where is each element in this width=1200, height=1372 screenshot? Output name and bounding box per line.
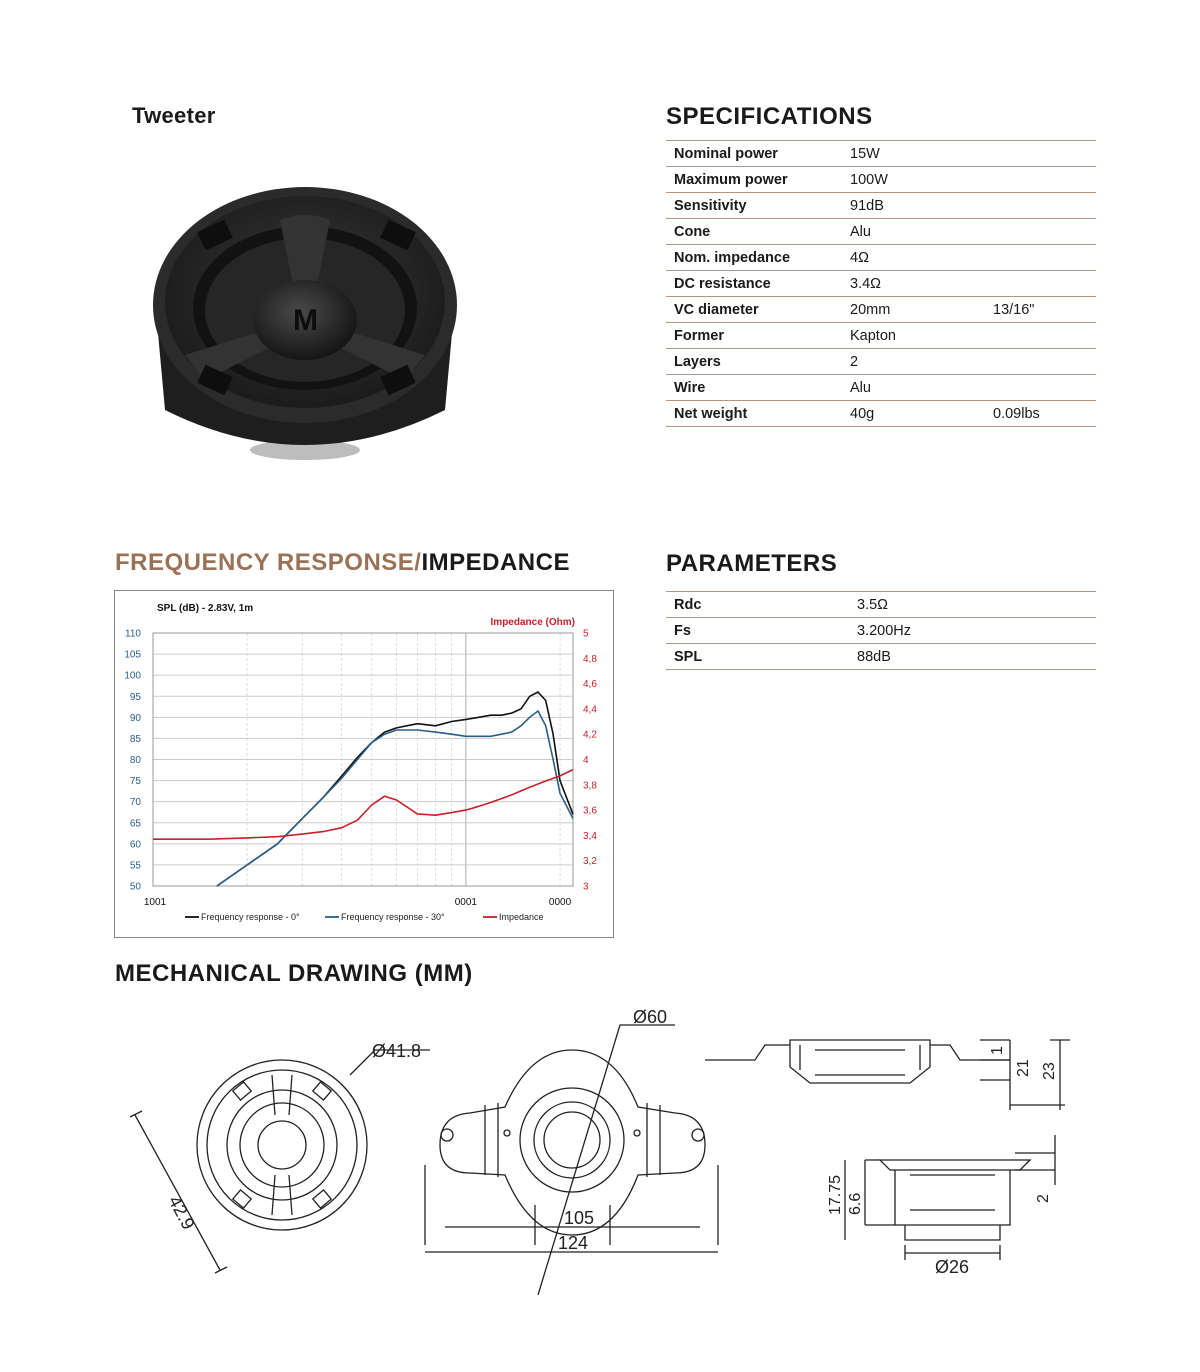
param-value: 88dB — [849, 644, 1096, 670]
frequency-title-part1: FREQUENCY RESPONSE/ — [115, 549, 422, 576]
spec-label: Wire — [666, 375, 842, 401]
spec-extra: 0.09lbs — [985, 401, 1096, 427]
param-label: Fs — [666, 618, 849, 644]
spec-label: DC resistance — [666, 271, 842, 297]
param-label: SPL — [666, 644, 849, 670]
y-tick-label: 65 — [129, 818, 141, 830]
spec-value: 3.4Ω — [842, 271, 985, 297]
y-tick-label: 75 — [129, 776, 141, 788]
param-value: 3.5Ω — [849, 592, 1096, 618]
table-row — [666, 245, 1096, 271]
spec-label: Maximum power — [666, 167, 842, 193]
y2-tick-label: 5 — [583, 628, 589, 640]
dim-1: 1 — [989, 1046, 1006, 1055]
y-tick-label: 85 — [129, 733, 141, 745]
table-row — [666, 297, 1096, 323]
spec-extra — [985, 167, 1096, 193]
legend-label: Frequency response - 30° — [341, 912, 445, 922]
spec-label: Former — [666, 323, 842, 349]
y-tick-label: 80 — [129, 755, 141, 766]
x-tick-label: 0000 — [548, 897, 572, 908]
spec-value: 91dB — [842, 193, 985, 219]
y2-tick-label: 3 — [583, 881, 589, 893]
y2-tick-label: 3,8 — [583, 780, 597, 792]
svg-text:M: M — [293, 304, 318, 337]
y-tick-label: 90 — [129, 712, 141, 724]
spec-value: Kapton — [842, 323, 985, 349]
spec-extra — [985, 271, 1096, 297]
y-tick-label: 105 — [124, 649, 141, 661]
y-tick-label: 50 — [129, 881, 141, 893]
dim-23: 23 — [1041, 1062, 1058, 1080]
x-tick-label: 0001 — [454, 897, 477, 908]
y2-tick-label: 4,2 — [583, 729, 597, 741]
tweeter-speaker-photo-icon — [145, 180, 465, 470]
spec-value: 15W — [842, 141, 985, 167]
spec-label: Nominal power — [666, 141, 842, 167]
chart-series — [153, 692, 573, 886]
chart-title: SPL (dB) - 2.83V, 1m — [157, 603, 254, 614]
x-tick-label: 1001 — [143, 897, 167, 908]
y2-tick-label: 4,6 — [583, 679, 597, 691]
table-row — [666, 167, 1096, 193]
frequency-title — [115, 549, 570, 577]
table-row — [666, 349, 1096, 375]
param-value: 3.200Hz — [849, 618, 1096, 644]
specifications-table — [666, 140, 1096, 427]
table-row — [666, 219, 1096, 245]
spec-label: Layers — [666, 349, 842, 375]
table-row — [666, 141, 1096, 167]
series-line — [217, 692, 573, 886]
bottom-view-drawing-icon — [845, 1135, 1055, 1260]
y-tick-label: 55 — [129, 860, 141, 872]
y-tick-label: 60 — [129, 839, 141, 851]
dim-105: 105 — [564, 1208, 595, 1228]
series-line — [217, 711, 573, 886]
chart-legend — [185, 912, 544, 922]
param-label: Rdc — [666, 592, 849, 618]
table-row — [666, 618, 1096, 644]
spec-label: Cone — [666, 219, 842, 245]
spec-label: Sensitivity — [666, 193, 842, 219]
legend-label: Frequency response - 0° — [201, 912, 300, 922]
spec-extra — [985, 219, 1096, 245]
dim-60: Ø60 — [633, 1007, 668, 1027]
spec-value: 4Ω — [842, 245, 985, 271]
dim-124: 124 — [558, 1233, 589, 1253]
mount-view-drawing-icon — [425, 1025, 718, 1295]
dim-26: Ø26 — [935, 1257, 970, 1277]
spec-extra — [985, 193, 1096, 219]
chart-grid — [153, 633, 573, 886]
dim-6-6: 6.6 — [847, 1192, 864, 1215]
dim-17-75: 17.75 — [827, 1174, 844, 1215]
y-tick-label: 95 — [129, 691, 141, 703]
mechanical-title: MECHANICAL DRAWING (MM) — [115, 960, 473, 987]
spec-extra: 13/16" — [985, 297, 1096, 323]
y2-tick-label: 4,8 — [583, 653, 597, 665]
mechanical-drawing — [110, 995, 1110, 1295]
parameters-table — [666, 591, 1096, 670]
dim-21: 21 — [1015, 1059, 1032, 1077]
spec-value: 2 — [842, 349, 985, 375]
legend-label: Impedance — [499, 912, 544, 922]
tweeter-title: Tweeter — [132, 103, 216, 128]
spec-value: 40g — [842, 401, 985, 427]
spec-value: Alu — [842, 219, 985, 245]
y2-tick-label: 3,4 — [583, 830, 597, 842]
spec-label: Nom. impedance — [666, 245, 842, 271]
table-row — [666, 193, 1096, 219]
table-row — [666, 401, 1096, 427]
spec-label: VC diameter — [666, 297, 842, 323]
spec-extra — [985, 245, 1096, 271]
spec-value: 100W — [842, 167, 985, 193]
y2-tick-label: 4,4 — [583, 704, 597, 716]
chart-ticks — [124, 629, 597, 909]
frequency-response-chart — [115, 591, 613, 937]
spec-value: 20mm — [842, 297, 985, 323]
y2-tick-label: 4 — [583, 755, 589, 766]
dim-42-9: 42.9 — [164, 1192, 199, 1233]
front-view-drawing-icon — [130, 1050, 430, 1273]
spec-extra — [985, 323, 1096, 349]
frequency-chart-box — [114, 590, 614, 938]
spec-extra — [985, 375, 1096, 401]
series-line — [153, 770, 573, 840]
table-row — [666, 323, 1096, 349]
y-tick-label: 110 — [125, 628, 141, 640]
parameters-title: PARAMETERS — [666, 550, 838, 577]
spec-value: Alu — [842, 375, 985, 401]
y2-tick-label: 3,2 — [583, 856, 597, 868]
y-tick-label: 100 — [124, 670, 141, 682]
frequency-title-part2: IMPEDANCE — [421, 549, 570, 576]
spec-label: Net weight — [666, 401, 842, 427]
y-tick-label: 70 — [129, 797, 141, 809]
spec-extra — [985, 141, 1096, 167]
chart-right-axis-label: Impedance (Ohm) — [490, 617, 575, 628]
y2-tick-label: 3,6 — [583, 805, 597, 817]
table-row — [666, 644, 1096, 670]
table-row — [666, 592, 1096, 618]
specifications-title: SPECIFICATIONS — [666, 103, 873, 130]
table-row — [666, 375, 1096, 401]
spec-extra — [985, 349, 1096, 375]
dim-41-8: Ø41.8 — [372, 1041, 422, 1061]
table-row — [666, 271, 1096, 297]
dim-2: 2 — [1035, 1194, 1052, 1203]
